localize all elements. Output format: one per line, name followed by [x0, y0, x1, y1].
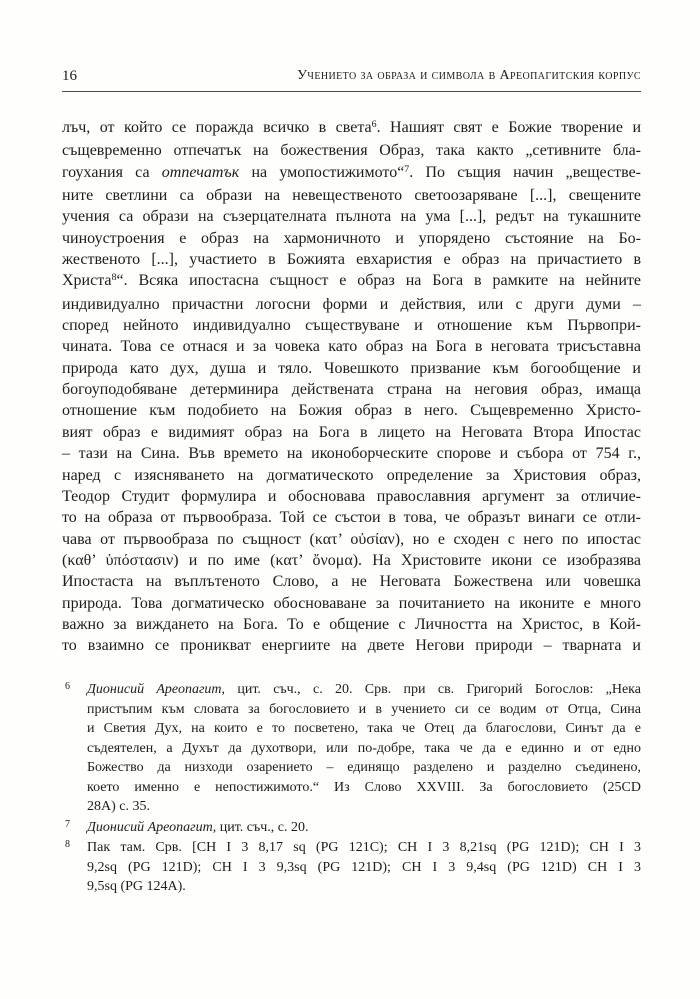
text-line [62, 465, 641, 486]
footnote-line [87, 858, 641, 878]
text-segment: вият образ е видимият образ на Бога в лицето на Неговата Втора Ипостас [62, 423, 641, 441]
running-title: Учението за образа и символа в Ареопагитския корпус [297, 68, 641, 83]
footnote-line [87, 778, 641, 798]
text-segment: , цит. съч., с. 20. [212, 819, 309, 835]
text-segment: “. Всяка ипостасна същност е образ на Бога в рамките на нейните [116, 272, 641, 290]
text-segment: Божество да низходи озарението – единящо разделено и разделно съединено, [87, 760, 641, 775]
text-segment: 28A) с. 35. [87, 799, 150, 814]
footnote-number: 6 [65, 681, 70, 692]
text-segment: според нейното индивидуално съществуване и отношение към Първопри- [62, 317, 641, 335]
text-line [62, 635, 641, 656]
text-line [62, 571, 641, 592]
footnote-line [87, 700, 641, 720]
footnote-line [87, 758, 641, 778]
text-segment: наред с изясняването на догматическото определение за Христовия образ, [62, 466, 641, 484]
text-segment: природа като дух, душа и тяло. Човешкото призвание към богообщение и [62, 359, 641, 377]
footnote-line [87, 719, 641, 739]
page-number: 16 [62, 68, 77, 84]
text-line [62, 507, 641, 528]
emphasis-text: Дионисий Ареопагит [87, 819, 213, 835]
header-rule [62, 91, 641, 92]
body-text [62, 117, 641, 657]
text-segment: 9,2sq (PG 121D); CH I 3 9,3sq (PG 121D); CH I 3 9,4sq (PG 121D) CH I 3 [87, 859, 641, 875]
footnote-number: 8 [65, 839, 70, 850]
text-segment: учения са образи на съзерцателната пълнота на ума [...], редът на тукашните [62, 208, 641, 226]
text-line [62, 443, 641, 464]
text-segment: пристъпим към словата за богословието и в учението си се водим от Отца, Сина [87, 701, 641, 717]
text-line [62, 593, 641, 614]
text-line [62, 358, 641, 379]
text-line [62, 550, 641, 571]
text-line [62, 336, 641, 357]
footnote-line [87, 797, 641, 817]
text-segment: гоухания са [62, 163, 162, 181]
footnote-reference: 7 [404, 163, 410, 175]
text-segment: Христа [62, 272, 112, 290]
text-line [62, 294, 641, 315]
text-segment: богоуподобяване детерминира действената страна на неговия образ, имаща [62, 381, 641, 399]
footnote-line [87, 739, 641, 759]
text-segment: индивидуално причастни логосни форми и действия, или с други думи – [62, 295, 641, 313]
text-segment: чава от първообраза по същност (κατ’ οὐσίαν), но е сходен с него по ипостас [62, 530, 641, 548]
text-segment: 9,5sq (PG 124A). [87, 879, 186, 894]
text-segment: (καθ’ ὑπόστασιν) и по име (κατ’ ὄνομα). На Христовите икони се изобразява [62, 551, 641, 569]
text-segment: важно за виждането на Бога. То е общение с Личността на Христос, в Кой- [62, 615, 641, 633]
text-segment: което именно е непостижимото.“ Из Слово XXVIII. За богословието (25CD [87, 779, 641, 795]
text-line [62, 422, 641, 443]
text-line [62, 140, 641, 161]
text-segment: – тази на Сина. Във времето на иконоборческите спорове и събора от 754 г., [62, 445, 641, 463]
text-segment: природа. Това догматическо обосноваване за почитанието на иконите е много [62, 594, 641, 612]
text-segment: . По същия начин „веществе- [409, 163, 642, 181]
text-line [62, 315, 641, 336]
text-segment: на умопостижимото“ [239, 163, 405, 181]
text-segment: съдеятелен, а Духът да духотвори, или по-добре, така че да е единно и от едно [87, 740, 641, 756]
text-line [62, 270, 641, 293]
footnote-reference: 8 [111, 272, 117, 284]
text-segment: , цит. съч., с. 20. Срв. при св. Григорий Богослов: „Нека [221, 682, 641, 697]
text-line [62, 486, 641, 507]
text-line [62, 529, 641, 550]
footnote-line [87, 877, 641, 897]
text-line [62, 185, 641, 206]
emphasis-text: Дионисий Ареопагит [87, 682, 222, 697]
footnote [62, 818, 641, 838]
text-line [62, 228, 641, 249]
text-segment: Ипостаста на въплътеното Слово, а не Неговата Божествена или човешка [62, 573, 641, 591]
text-segment: жественото [...], участието в Божията евхаристия е образ на причастието в [62, 251, 641, 269]
footnote-line [87, 680, 641, 700]
text-segment: и Светия Дух, на които е то посветено, така че Отец да благослови, Синът да е [87, 721, 641, 736]
emphasis-text: отпечатък [161, 163, 240, 181]
text-line [62, 206, 641, 227]
footnote-line [87, 838, 641, 858]
text-line [62, 379, 641, 400]
text-segment: лъч, от който се поражда всичко в света [62, 119, 372, 136]
text-segment: . Нашият свят е Божие творение и [376, 119, 642, 136]
footnote [62, 838, 641, 897]
footnote-line [87, 818, 641, 838]
text-segment: отношение към подобието на Божия образ в него. Същевременно Христо- [62, 402, 641, 420]
footnote-reference: 6 [371, 119, 377, 131]
text-line [62, 400, 641, 421]
footnote-number: 7 [65, 818, 70, 830]
text-segment: ните светлини са образи на невещественото светоозаряване [...], свещените [62, 187, 641, 205]
text-line [62, 249, 641, 270]
text-segment: Теодор Студит формулира и обосновава православния аргумент за отличие- [62, 487, 641, 505]
text-segment: чиноустроения е образ на хармоничното и упорядено състояние на Бо- [62, 229, 641, 247]
text-segment: чината. Това се отнася и за човека като образ на Бога в неговата трисъставна [62, 338, 641, 356]
footnote [62, 680, 641, 817]
text-segment: Пак там. Срв. [CH I 3 8,17 sq (PG 121C); CH I 3 8,21sq (PG 121D); CH I 3 [87, 840, 641, 855]
text-line [62, 117, 641, 140]
text-line [62, 614, 641, 635]
text-segment: то на образа от първообраза. Той се състои в това, че образът винаги се отли- [62, 509, 641, 527]
text-segment: то взаимно се проникват енергиите на двете Негови природи – тварната и [62, 637, 641, 655]
text-segment: същевременно отпечатък на божествения Образ, така както „сетивните бла- [62, 142, 641, 160]
footnotes [62, 680, 641, 898]
running-header [62, 66, 641, 86]
text-line [62, 162, 641, 185]
